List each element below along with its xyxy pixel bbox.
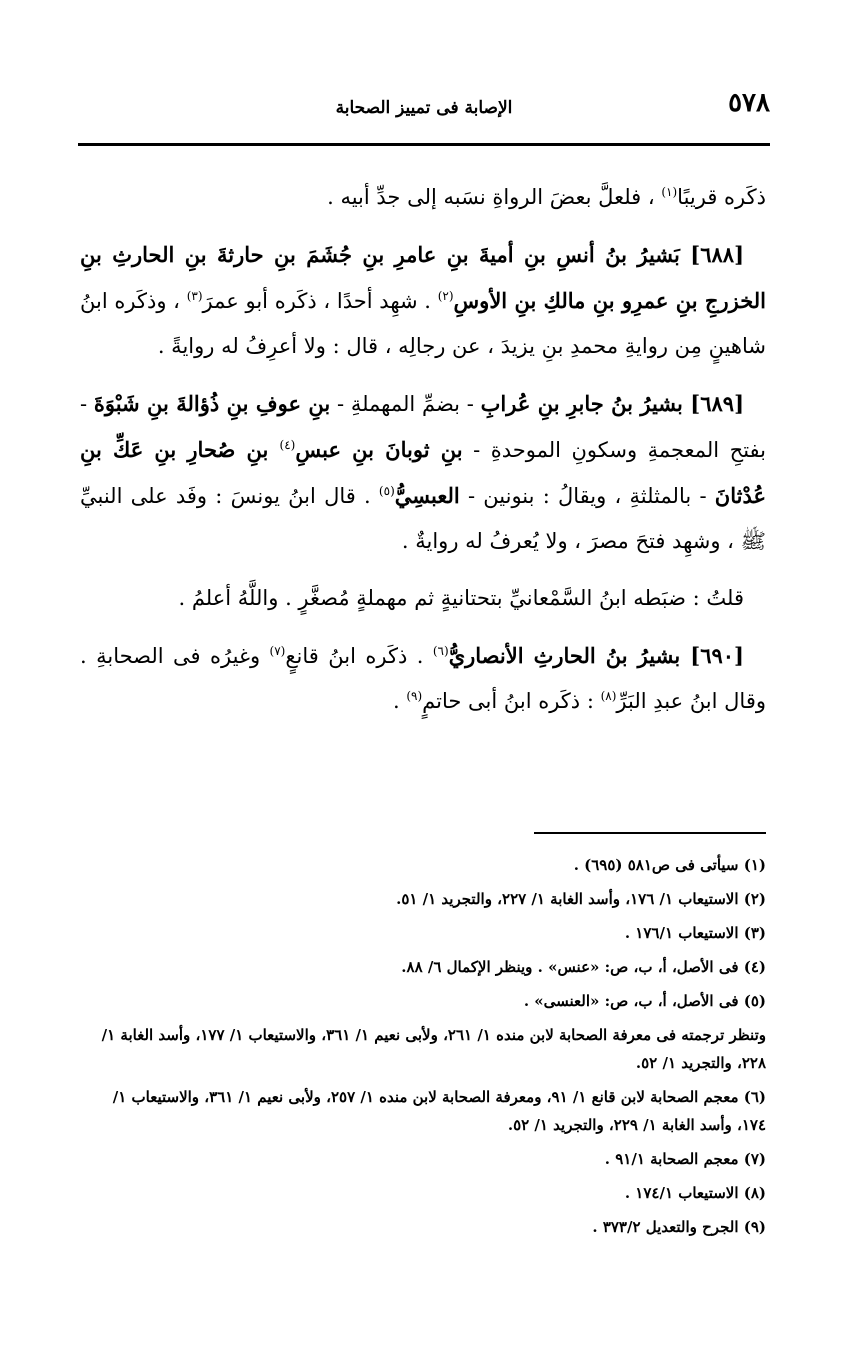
footnote-5-continuation: وتنظر ترجمته فى معرفة الصحابة لابن منده ١/ ٢٦١، ولأبى نعيم ١/ ٣٦١، والاستيعاب ١/ ١٧٧، وأسد الغابة ١/ ٢٢٨، والتجريد ١/ ٥٢. xyxy=(101,1026,766,1072)
entry-name-part: بنِ صُحارِ بنِ عَكِّ بنِ عُدْثانَ xyxy=(80,437,766,508)
text-run: . ذكَره ابنُ قانعٍ xyxy=(285,644,433,668)
entry-688 xyxy=(80,232,766,369)
header-rule xyxy=(78,143,770,146)
footnote-ref: (٥) xyxy=(378,484,395,498)
text-run: - بفتحِ المعجمةِ وسكونِ الموحدةِ - xyxy=(80,392,766,462)
text-run: ذكَره قريبًا xyxy=(677,185,766,209)
entry-690 xyxy=(80,633,766,724)
footnote-6: (٦) معجم الصحابة لابن قانع ١/ ٩١، ومعرفة الصحابة لابن منده ١/ ٢٥٧، ولأبى نعيم ١/ ٣٦١، والاستيعاب ١/ ١٧٤، وأسد الغابة ١/ ٢٢٩، والتجريد ١/ ٥٢. xyxy=(112,1088,766,1134)
entry-number: [٦٨٨] xyxy=(690,242,744,267)
entry-name: بشيرُ بنُ الحارثِ الأنصاريُّ xyxy=(448,643,691,668)
page-header xyxy=(78,88,770,132)
entry-name: بَشيرُ بنُ أنسِ بنِ أميةَ بنِ عامرِ بنِ جُشَمَ بنِ حارثةَ بنِ الحارثِ بنِ الخزرجِ بنِ عمرِو بنِ مالكِ بنِ الأوسِ xyxy=(80,242,766,313)
text-run: - بالمثلثةِ ، ويقالُ : بنونين - xyxy=(459,484,715,508)
entry-name-part: العبسِيُّ xyxy=(394,483,460,508)
footnote-ref: (٧) xyxy=(269,644,286,658)
footnote-ref: (٦) xyxy=(432,644,449,658)
entry-number: [٦٨٩] xyxy=(690,391,744,416)
footnote-4: (٤) فى الأصل، أ، ب، ص: «عنس» . وينظر الإكمال ٦/ ٨٨. xyxy=(401,958,766,976)
paragraph-continuation xyxy=(80,175,766,220)
footnote-ref: (٨) xyxy=(600,689,617,703)
text-run: . xyxy=(392,689,407,713)
footnote-1: (١) سيأتى فى ص٥٨١ (٦٩٥) . xyxy=(573,856,766,874)
footnote-5: (٥) فى الأصل، أ، ب، ص: «العنسى» . xyxy=(523,992,766,1010)
entry-name: بشيرُ بنُ جابرِ بنِ عُرابِ xyxy=(480,391,691,416)
footnote-ref: (١) xyxy=(661,185,678,199)
footnote-2: (٢) الاستيعاب ١/ ١٧٦، وأسد الغابة ١/ ٢٢٧، والتجريد ١/ ٥١. xyxy=(396,890,766,908)
text-run: وغيرُه فى الصحابةِ . وقال ابنُ عبدِ البَرِّ xyxy=(80,644,766,713)
footnote-ref: (٣) xyxy=(186,289,203,303)
footnote-ref: (٢) xyxy=(437,289,454,303)
text-run: : ذكَره ابنُ أبى حاتمٍ xyxy=(422,689,601,713)
page-number: ٥٧٨ xyxy=(728,88,770,118)
entry-name-part: بنِ عوفِ بنِ ذُؤالةَ بنِ شَبْوَةَ xyxy=(93,391,331,416)
main-text xyxy=(80,175,766,724)
footnote-8: (٨) الاستيعاب ١٧٤/١ . xyxy=(624,1184,766,1202)
text-run: . شهِد أحدًا ، ذكَره أبو عمرَ xyxy=(202,289,438,313)
qult-paragraph: قلتُ : ضبَطه ابنُ السَّمْعانيِّ بتحتانيةٍ ثم مهملةٍ مُصغَّرٍ . واللَّهُ أعلمُ . xyxy=(178,586,744,610)
text-run: ، فلعلَّ بعضَ الرواةِ نسَبه إلى جدِّ أبيه . xyxy=(327,185,662,209)
footnote-ref: (٤) xyxy=(279,438,296,452)
entry-name-part: بنِ ثوبانَ بنِ عبسِ xyxy=(295,437,463,462)
text-run: - بضمِّ المهملةِ - xyxy=(330,392,481,416)
text-run: ، وذكَره ابنُ شاهينٍ مِن روايةِ محمدِ بنِ يزيدَ ، عن رجالِه ، قال : ولا أعرِفُ له روايةً . xyxy=(80,289,766,358)
footnote-3: (٣) الاستيعاب ١٧٦/١ . xyxy=(624,924,766,942)
entry-689 xyxy=(80,381,766,564)
running-title: الإصابة فى تمييز الصحابة xyxy=(335,98,513,118)
text-run: . قال ابنُ يونسَ : وفَد على النبيِّ ﷺ ، وشهِد فتحَ مصرَ ، ولا يُعرفُ له روايةٌ . xyxy=(80,484,766,553)
footnote-9: (٩) الجرح والتعديل ٣٧٣/٢ . xyxy=(592,1218,766,1236)
footnotes-rule xyxy=(534,832,766,834)
footnote-ref: (٩) xyxy=(406,689,423,703)
footnote-7: (٧) معجم الصحابة ٩١/١ . xyxy=(604,1150,766,1168)
footnotes xyxy=(80,848,766,1244)
entry-number: [٦٩٠] xyxy=(690,643,744,668)
